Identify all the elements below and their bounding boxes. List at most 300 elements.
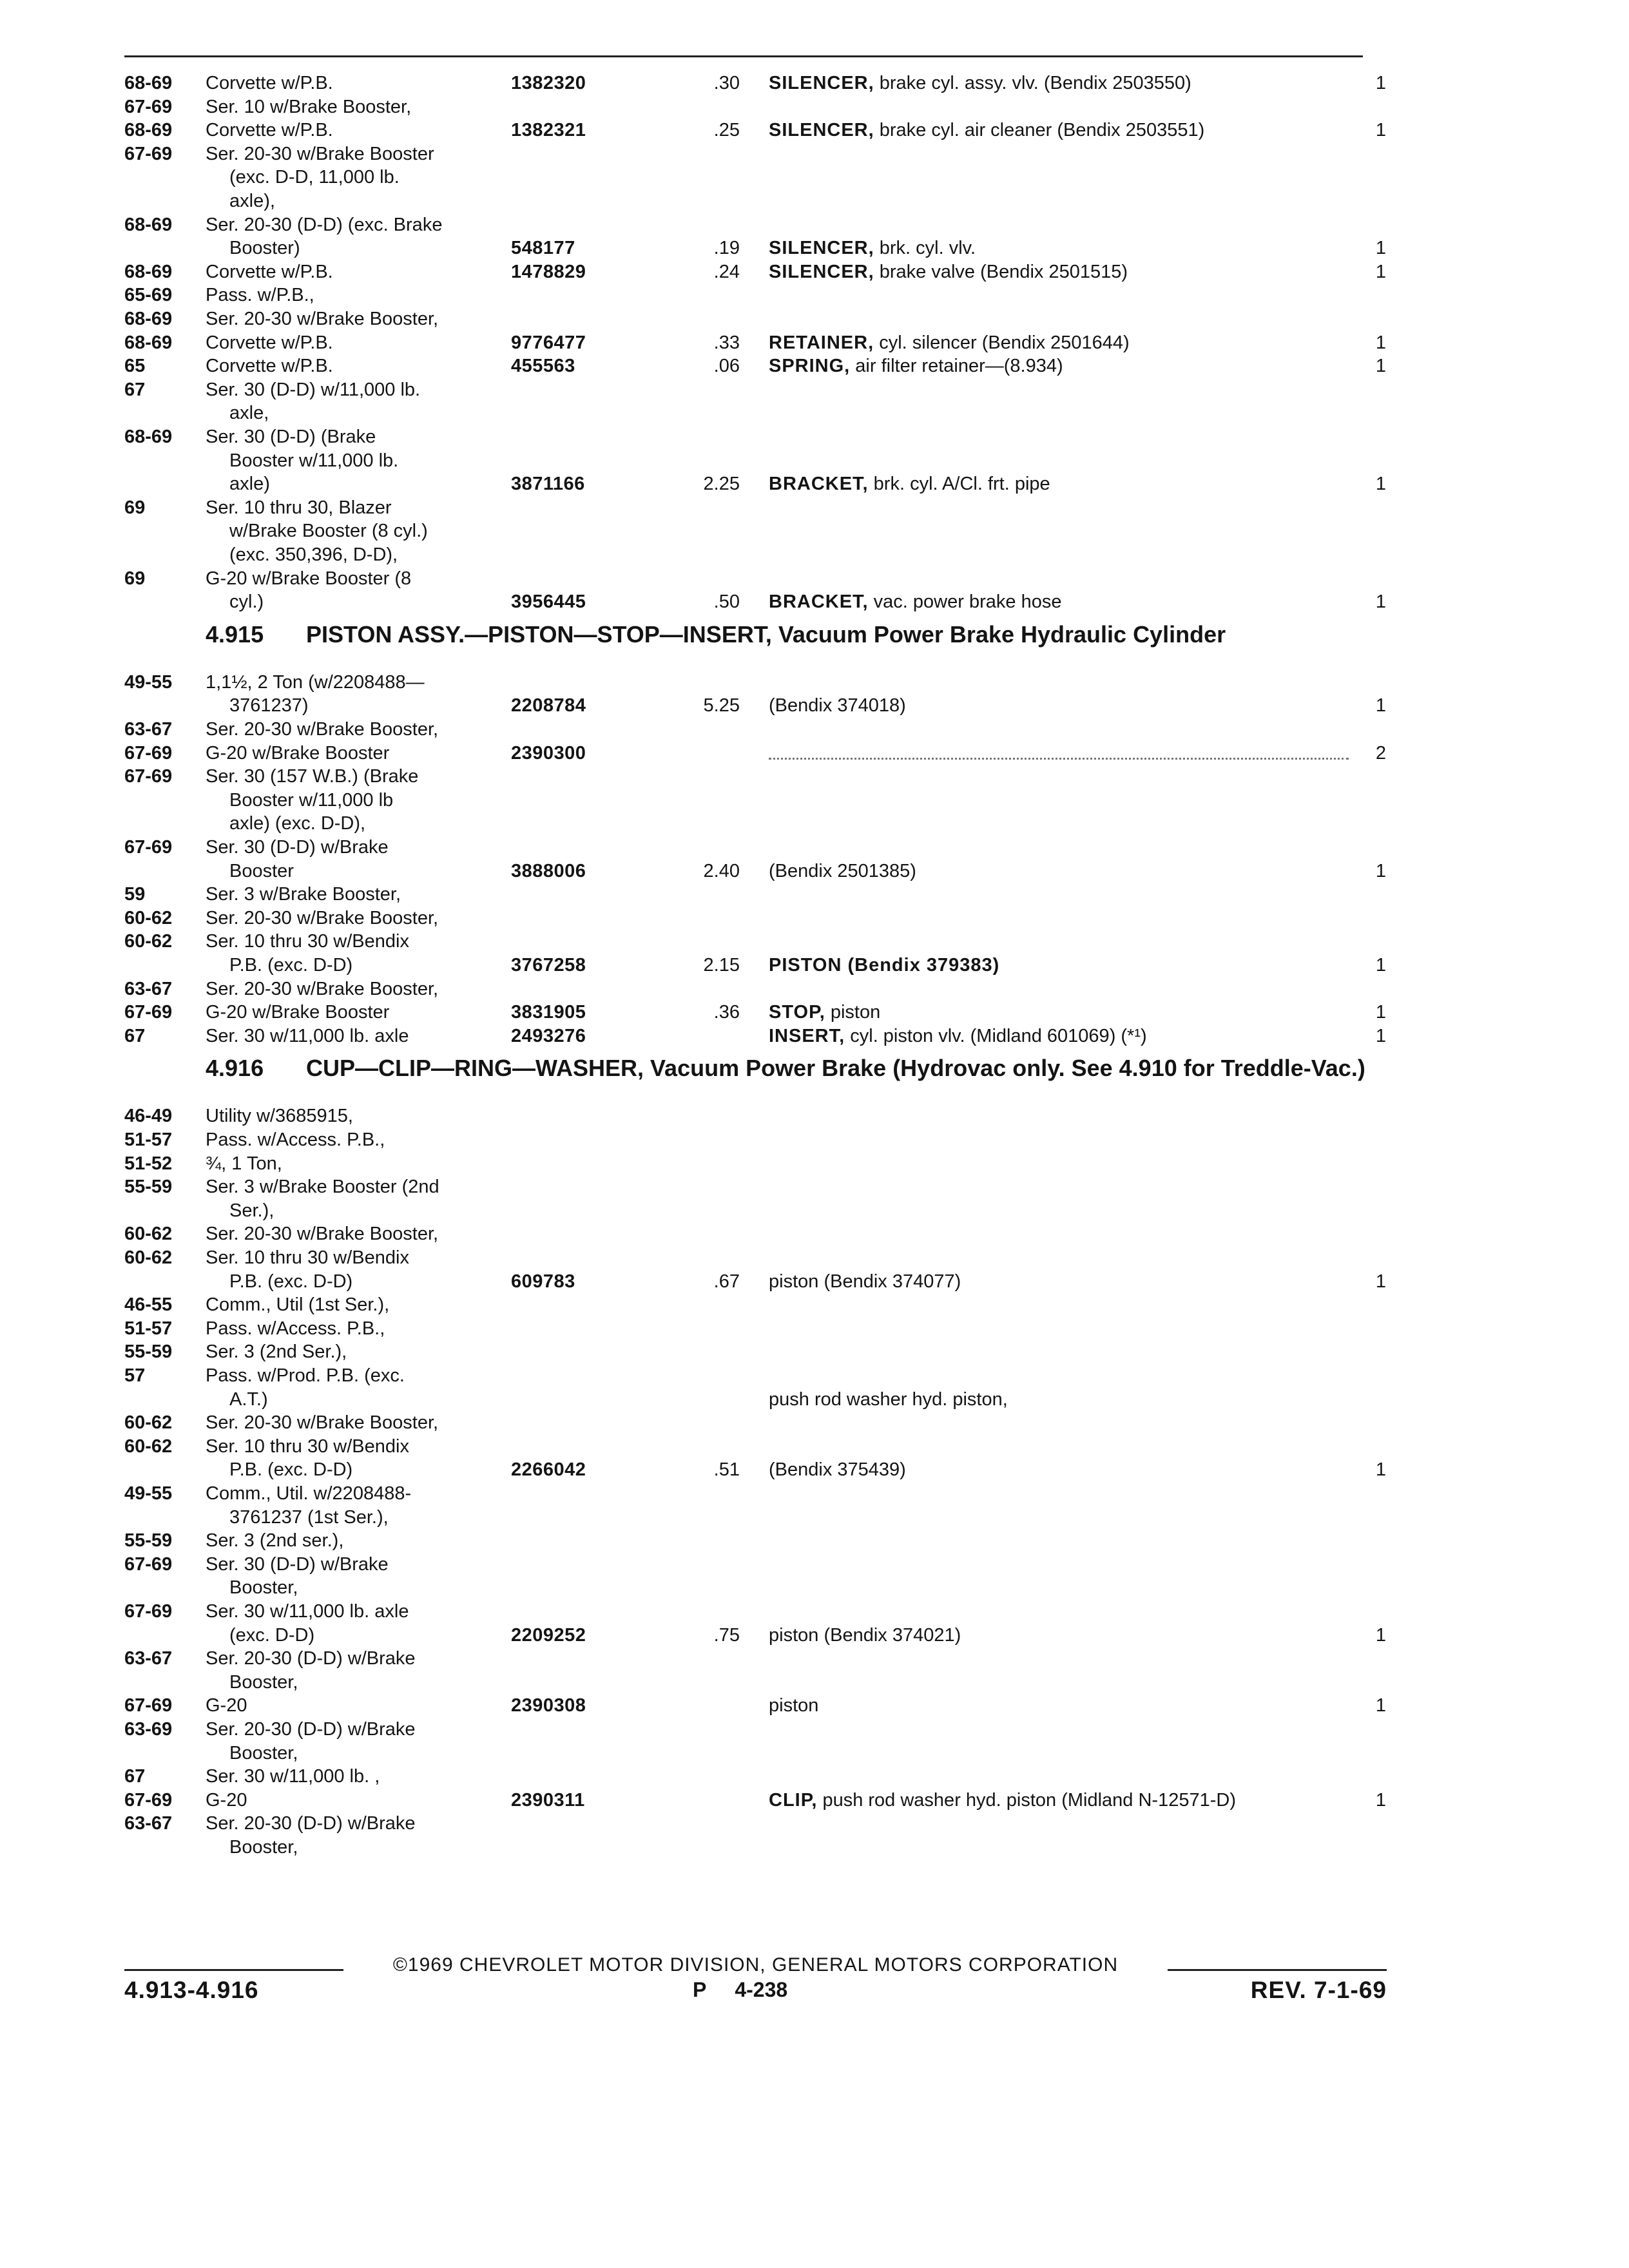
application-desc: axle), [229,191,275,211]
application-desc: ¾, 1 Ton, [206,1153,282,1174]
application-desc: Ser. 20-30 (D-D) w/Brake [206,1719,416,1740]
table-row [124,1599,1420,1624]
quantity: 1 [1375,356,1387,376]
model-years: 67-69 [124,1002,173,1023]
application-desc: Ser. 10 thru 30 w/Bendix [206,931,409,952]
application-desc: A.T.) [229,1389,268,1410]
application-desc: Corvette w/P.B. [206,262,333,282]
table-row [124,448,1420,473]
table-row [124,95,1420,119]
table-row [124,1410,1420,1435]
model-years: 51-57 [124,1129,173,1150]
application-desc: Ser. 3 (2nd Ser.), [206,1341,347,1362]
model-years: 51-57 [124,1318,173,1339]
table-row [124,118,1420,142]
item-name: INSERT, [769,1026,845,1046]
table-row [124,260,1420,284]
model-years: 68-69 [124,262,173,282]
list-price: .75 [713,1625,740,1646]
table-row [124,189,1420,213]
list-price: .67 [713,1271,740,1292]
application-desc: Ser. 30 (D-D) w/Brake [206,837,389,858]
application-desc: 1,1½, 2 Ton (w/2208488— [206,672,425,693]
item-name: SILENCER, [769,120,874,140]
table-row [124,543,1420,567]
application-desc: Pass. w/Access. P.B., [206,1129,385,1150]
item-detail: vac. power brake hose [868,591,1062,612]
table-row [124,811,1420,836]
item-name: PISTON (Bendix 379383) [769,955,1000,975]
list-price: 2.15 [703,955,740,975]
part-number: 3956445 [511,591,586,612]
model-years: 63-67 [124,979,173,999]
part-number: 3888006 [511,861,586,881]
application-desc: axle) [229,474,270,494]
model-years: 57 [124,1365,146,1386]
model-years: 68-69 [124,309,173,329]
part-number: 2390300 [511,743,586,764]
part-number: 2209252 [511,1625,586,1646]
table-row [124,425,1420,449]
table-row [124,566,1420,591]
section-title: PISTON ASSY.—PISTON—STOP—INSERT, Vacuum Power Brake Hydraulic Cylinder [306,620,1226,648]
table-row [124,307,1420,331]
item-description [769,859,916,883]
table-row [124,1670,1420,1695]
model-years: 68-69 [124,120,173,140]
model-years: 67-69 [124,743,173,764]
item-detail: push rod washer hyd. piston (Midland N-12571-D) [817,1790,1236,1811]
model-years: 63-69 [124,1719,173,1740]
item-description [769,590,1061,614]
application-desc: Ser. 20-30 w/Brake Booster, [206,979,439,999]
table-row [124,519,1420,543]
item-name: SILENCER, [769,238,874,258]
quantity: 1 [1375,1625,1387,1646]
model-years: 60-62 [124,1436,173,1457]
item-detail: (Bendix 375439) [769,1459,906,1480]
model-years: 68-69 [124,215,173,235]
item-description [769,1387,1008,1412]
item-detail: (Bendix 2501385) [769,861,916,881]
quantity: 1 [1375,262,1387,282]
list-price: .33 [713,332,740,353]
quantity: 1 [1375,238,1387,258]
part-number: 1382320 [511,73,586,93]
application-desc: G-20 [206,1790,247,1811]
parts-catalog [124,0,1420,1933]
model-years: 59 [124,884,146,905]
model-years: 67-69 [124,1695,173,1716]
table-row [124,1741,1420,1765]
part-number: 2266042 [511,1459,586,1480]
table-row [124,1811,1420,1836]
table-row [124,1693,1420,1718]
table-row [124,1835,1420,1860]
application-desc: Ser. 30 (D-D) w/11,000 lb. [206,380,421,400]
quantity: 1 [1375,332,1387,353]
table-row [124,1175,1420,1199]
model-years: 67-69 [124,1554,173,1575]
table-row [124,1198,1420,1223]
quantity: 1 [1375,1002,1387,1023]
table-row [124,1646,1420,1671]
table-row [124,1481,1420,1506]
item-description [769,260,1128,284]
application-desc: Booster, [229,1837,298,1858]
application-desc: Ser. 20-30 (D-D) w/Brake [206,1813,416,1834]
model-years: 49-55 [124,672,173,693]
model-years: 67-69 [124,766,173,787]
application-desc: Ser. 30 w/11,000 lb. axle [206,1026,409,1046]
part-number: 9776477 [511,332,586,353]
page-letter: P [693,1978,707,2001]
application-desc: Ser. 20-30 w/Brake Booster, [206,1224,439,1244]
application-desc: Ser. 30 w/11,000 lb. axle [206,1601,409,1622]
application-desc: Ser. 30 (157 W.B.) (Brake [206,766,419,787]
section-number: 4.915 [206,620,264,648]
table-row [124,906,1420,930]
table-row [124,1552,1420,1577]
application-desc: Utility w/3685915, [206,1106,353,1126]
model-years: 46-49 [124,1106,173,1126]
item-name: STOP, [769,1002,825,1023]
application-desc: (exc. 350,396, D-D), [229,544,398,565]
part-number: 2208784 [511,695,586,716]
item-detail: brake cyl. assy. vlv. (Bendix 2503550) [874,73,1191,93]
application-desc: Ser. 20-30 w/Brake Booster, [206,719,439,740]
item-description [769,118,1204,142]
item-name: CLIP, [769,1790,818,1811]
item-detail: piston [769,1695,819,1716]
item-detail: piston (Bendix 374077) [769,1271,961,1292]
table-row [124,788,1420,812]
model-years: 60-62 [124,1247,173,1268]
list-price: 2.25 [703,474,740,494]
table-row [124,717,1420,742]
table-row [124,1024,1420,1048]
application-desc: Ser. 20-30 (D-D) (exc. Brake [206,215,443,235]
application-desc: Corvette w/P.B. [206,356,333,376]
model-years: 67-69 [124,1601,173,1622]
application-desc: Comm., Util. w/2208488- [206,1483,412,1504]
section-number: 4.916 [206,1055,264,1082]
table-row [124,1340,1420,1364]
list-price: .06 [713,356,740,376]
item-name: SILENCER, [769,73,874,93]
quantity: 1 [1375,120,1387,140]
model-years: 49-55 [124,1483,173,1504]
table-row [124,1363,1420,1388]
model-years: 65 [124,356,146,376]
application-desc: Ser. 3 (2nd ser.), [206,1530,344,1551]
application-desc: Ser. 3 w/Brake Booster (2nd [206,1177,439,1197]
table-row [124,1293,1420,1317]
quantity: 1 [1375,1790,1387,1811]
model-years: 55-59 [124,1530,173,1551]
table-row [124,590,1420,614]
table-row [124,1788,1420,1812]
application-desc: Ser. 20-30 w/Brake Booster [206,144,434,164]
model-years: 63-67 [124,1813,173,1834]
section-title: CUP—CLIP—RING—WASHER, Vacuum Power Brake (Hydrovac only. See 4.910 for Treddle-Vac.) [306,1055,1365,1082]
application-desc: G-20 w/Brake Booster [206,743,390,764]
application-desc: G-20 w/Brake Booster [206,1002,390,1023]
application-desc: Ser. 20-30 w/Brake Booster, [206,1412,439,1433]
table-row [124,1505,1420,1530]
table-row [124,1457,1420,1482]
table-row [124,953,1420,977]
table-row [124,213,1420,237]
table-row [124,1000,1420,1024]
item-detail: push rod washer hyd. piston, [769,1389,1008,1410]
model-years: 69 [124,568,146,589]
application-desc: Corvette w/P.B. [206,120,333,140]
application-desc: Pass. w/Access. P.B., [206,1318,385,1339]
table-row [124,835,1420,860]
table-row [124,693,1420,718]
table-row [124,495,1420,520]
quantity: 1 [1375,1459,1387,1480]
item-description [769,1457,906,1482]
item-detail: cyl. piston vlv. (Midland 601069) (*¹) [845,1026,1147,1046]
application-desc: P.B. (exc. D-D) [229,1459,353,1480]
quantity: 1 [1375,1695,1387,1716]
quantity: 1 [1375,591,1387,612]
model-years: 60-62 [124,908,173,928]
part-number: 548177 [511,238,575,258]
item-name: RETAINER, [769,332,874,353]
item-detail: cyl. silencer (Bendix 2501644) [874,332,1130,353]
list-price: .24 [713,262,740,282]
item-description [769,331,1130,355]
model-years: 55-59 [124,1177,173,1197]
application-desc: Ser. 30 (D-D) w/Brake [206,1554,389,1575]
item-detail: piston (Bendix 374021) [769,1625,961,1646]
application-desc: (exc. D-D, 11,000 lb. [229,167,400,187]
model-years: 46-55 [124,1294,173,1315]
table-row [124,741,1420,765]
table-row [124,1245,1420,1270]
application-desc: G-20 [206,1695,247,1716]
quantity: 1 [1375,1026,1387,1046]
model-years: 65-69 [124,285,173,305]
application-desc: axle, [229,403,269,423]
application-desc: Booster, [229,1577,298,1598]
application-desc: Ser. 20-30 (D-D) w/Brake [206,1648,416,1669]
application-desc: Booster w/11,000 lb [229,790,394,811]
model-years: 60-62 [124,931,173,952]
application-desc: axle) (exc. D-D), [229,813,366,834]
item-detail: brk. cyl. vlv. [874,238,976,258]
application-desc: Ser. 20-30 w/Brake Booster, [206,908,439,928]
application-desc: Ser. 30 (D-D) (Brake [206,427,376,447]
table-row [124,1764,1420,1789]
table-row [124,1316,1420,1341]
list-price: .30 [713,73,740,93]
table-row [124,1128,1420,1152]
table-row [124,71,1420,95]
table-row [124,354,1420,378]
table-row [124,1151,1420,1176]
table-row [124,331,1420,355]
list-price: .19 [713,238,740,258]
application-desc: Ser. 10 thru 30 w/Bendix [206,1436,409,1457]
quantity: 1 [1375,474,1387,494]
part-number: 1382321 [511,120,586,140]
model-years: 67-69 [124,144,173,164]
application-desc: P.B. (exc. D-D) [229,1271,353,1292]
table-row [124,882,1420,907]
table-row [124,1528,1420,1553]
model-years: 55-59 [124,1341,173,1362]
table-row [124,1623,1420,1648]
model-years: 67 [124,1766,146,1787]
list-price: 2.40 [703,861,740,881]
table-row [124,378,1420,402]
item-detail: piston [825,1002,881,1023]
table-row [124,929,1420,954]
part-number: 3767258 [511,955,586,975]
application-desc: cyl.) [229,591,264,612]
application-desc: Corvette w/P.B. [206,73,333,93]
item-description [769,693,906,718]
model-years: 68-69 [124,332,173,353]
model-years: 67-69 [124,837,173,858]
part-number: 455563 [511,356,575,376]
model-years: 67 [124,1026,146,1046]
item-description [769,354,1063,378]
item-detail: air filter retainer—(8.934) [850,356,1063,376]
table-row [124,236,1420,260]
page-number [693,1978,787,2002]
table-row [124,1434,1420,1459]
page-number-value: 4-238 [735,1978,788,2001]
part-number: 3871166 [511,474,585,494]
application-desc: Ser. 30 w/11,000 lb. , [206,1766,380,1787]
application-desc: Booster, [229,1743,298,1763]
part-number: 3831905 [511,1002,586,1023]
quantity: 1 [1375,1271,1387,1292]
application-desc: Ser. 10 w/Brake Booster, [206,97,412,117]
application-desc: Booster w/11,000 lb. [229,450,399,471]
item-detail: brake cyl. air cleaner (Bendix 2503551) [874,120,1205,140]
table-row [124,142,1420,166]
table-row [124,165,1420,189]
list-price: 5.25 [703,695,740,716]
application-desc: Pass. w/Prod. P.B. (exc. [206,1365,405,1386]
model-years: 63-67 [124,719,173,740]
application-desc: Booster, [229,1672,298,1693]
application-desc: Ser. 20-30 w/Brake Booster, [206,309,439,329]
item-description [769,1623,961,1648]
quantity: 1 [1375,73,1387,93]
part-number: 2390308 [511,1695,586,1716]
footer-rule-left [124,1969,343,1971]
application-desc: 3761237 (1st Ser.), [229,1507,389,1528]
application-desc: Ser. 10 thru 30 w/Bendix [206,1247,409,1268]
part-number: 2493276 [511,1026,586,1046]
item-name: BRACKET, [769,474,869,494]
model-years: 51-52 [124,1153,173,1174]
application-desc: Booster) [229,238,300,258]
application-desc: Ser. 3 w/Brake Booster, [206,884,401,905]
item-description [769,236,976,260]
item-name: BRACKET, [769,591,869,612]
table-row [124,764,1420,789]
table-row [124,1575,1420,1600]
table-row [124,1104,1420,1128]
quantity: 1 [1375,861,1387,881]
table-row [124,1269,1420,1294]
application-desc: Ser. 10 thru 30, Blazer [206,497,392,518]
model-years: 67 [124,380,146,400]
item-detail: brake valve (Bendix 2501515) [874,262,1128,282]
table-row [124,977,1420,1001]
table-row [124,859,1420,883]
list-price: .36 [713,1002,740,1023]
item-description [769,472,1050,496]
model-years: 60-62 [124,1224,173,1244]
table-row [124,472,1420,496]
model-years: 67-69 [124,97,173,117]
application-desc: (exc. D-D) [229,1625,315,1646]
part-number: 1478829 [511,262,586,282]
item-detail: brk. cyl. A/Cl. frt. pipe [868,474,1050,494]
table-row [124,1387,1420,1412]
table-row [124,401,1420,425]
model-years: 67-69 [124,1790,173,1811]
part-number: 2390311 [511,1790,585,1811]
revision-date: REV. 7-1-69 [1250,1977,1387,2003]
item-description [769,1000,880,1024]
item-description [769,1693,818,1718]
application-desc: w/Brake Booster (8 cyl.) [229,521,428,541]
list-price: .50 [713,591,740,612]
application-desc: P.B. (exc. D-D) [229,955,353,975]
model-years: 60-62 [124,1412,173,1433]
item-description [769,71,1191,95]
application-desc: Booster [229,861,294,881]
model-years: 63-67 [124,1648,173,1669]
item-description [769,1788,1236,1812]
part-number: 609783 [511,1271,575,1292]
leader-dots [769,758,1349,760]
item-description [769,953,999,977]
section-range: 4.913-4.916 [124,1977,259,2003]
application-desc: Pass. w/P.B., [206,285,314,305]
item-name: SPRING, [769,356,851,376]
table-row [124,1717,1420,1742]
application-desc: Corvette w/P.B. [206,332,333,353]
item-detail: (Bendix 374018) [769,695,906,716]
item-description [769,1269,961,1294]
application-desc: Ser.), [229,1200,275,1221]
quantity: 1 [1375,695,1387,716]
model-years: 68-69 [124,427,173,447]
quantity: 1 [1375,955,1387,975]
table-row [124,283,1420,307]
model-years: 68-69 [124,73,173,93]
list-price: .51 [713,1459,740,1480]
copyright-notice: ©1969 CHEVROLET MOTOR DIVISION, GENERAL MOTORS CORPORATION [392,1954,1119,1975]
item-description [769,1024,1147,1048]
application-desc: Comm., Util (1st Ser.), [206,1294,390,1315]
list-price: .25 [713,120,740,140]
item-name: SILENCER, [769,262,874,282]
table-row [124,670,1420,695]
model-years: 69 [124,497,146,518]
